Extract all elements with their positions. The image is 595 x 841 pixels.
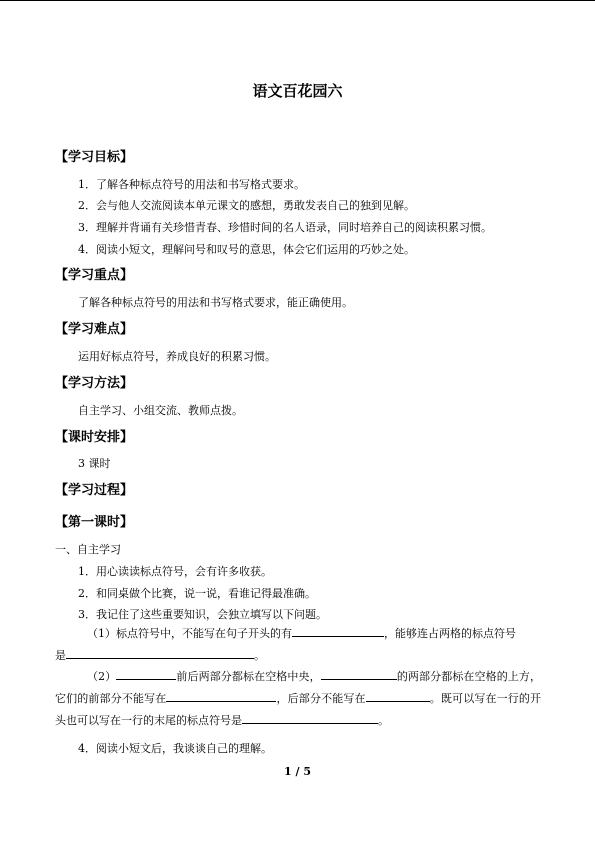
difficulties-heading: 【学习难点】	[55, 322, 134, 337]
goal-item-3: 3．理解并背诵有关珍惜青春、珍惜时间的名人语录，同时培养自己的阅读积累习惯。	[78, 221, 492, 234]
goal-item-2: 2．会与他人交流阅读本单元课文的感想，勇敢发表自己的独到见解。	[78, 199, 415, 212]
page-title: 语文百花园六	[252, 82, 343, 100]
goal-item-4: 4．阅读小短文，理解问号和叹号的意思，体会它们运用的巧妙之处。	[78, 243, 415, 256]
question-1	[55, 623, 541, 667]
key-points-text: 了解各种标点符号的用法和书写格式要求，能正确使用。	[78, 296, 353, 309]
top-rule	[0, 0, 595, 1]
self-study-item-3: 3．我记住了这些重要知识，会独立填写以下问题。	[78, 608, 327, 621]
self-study-item-1: 1．用心读读标点符号，会有许多收获。	[78, 565, 272, 578]
goal-item-1: 1．了解各种标点符号的用法和书写格式要求。	[78, 178, 305, 191]
question-2-part-1: （2）	[87, 670, 117, 683]
page-number: 1 / 5	[284, 765, 311, 778]
methods-heading: 【学习方法】	[55, 376, 134, 391]
answer-blank-7[interactable]	[242, 711, 378, 724]
question-2-part-3: 的两部分都标在空格的上方，它们的前部分不能写在	[55, 670, 542, 705]
self-study-item-2: 2．和同桌做个比赛，说一说，看谁记得最准确。	[78, 587, 316, 600]
question-2-part-4: ，后部分不能写在	[276, 692, 366, 705]
self-study-title: 一、自主学习	[55, 543, 121, 556]
answer-blank-3[interactable]	[116, 667, 176, 680]
question-1-part-4: 。	[254, 649, 265, 662]
schedule-text: 3 课时	[78, 457, 111, 470]
answer-blank-1[interactable]	[292, 624, 384, 637]
question-2-part-6: 。	[378, 714, 389, 727]
answer-blank-5[interactable]	[166, 689, 276, 702]
answer-blank-6[interactable]	[366, 689, 430, 702]
key-points-heading: 【学习重点】	[55, 268, 134, 283]
question-2-part-2: 前后两部分都标在空格中央，	[176, 670, 321, 683]
difficulties-text: 运用好标点符号，养成良好的积累习惯。	[78, 350, 276, 363]
self-study-item-4: 4．阅读小短文后，我谈谈自己的理解。	[78, 742, 272, 755]
question-2	[55, 666, 541, 732]
lesson1-heading: 【第一课时】	[55, 515, 134, 530]
question-1-part-3: 是	[55, 649, 66, 662]
answer-blank-2[interactable]	[66, 646, 254, 659]
question-1-part-2: ，能够连占两格的标点符号	[384, 627, 516, 640]
schedule-heading: 【课时安排】	[55, 430, 134, 445]
question-1-part-1: （1）标点符号中，不能写在句子开头的有	[87, 627, 292, 640]
answer-blank-4[interactable]	[321, 667, 397, 680]
methods-text: 自主学习、小组交流、教师点拨。	[78, 404, 243, 417]
goals-heading: 【学习目标】	[55, 150, 134, 165]
process-heading: 【学习过程】	[55, 483, 134, 498]
question-2-part-5: 。既可以写在一行的开头也可以写在一行的末尾的标点符号是	[55, 692, 542, 727]
